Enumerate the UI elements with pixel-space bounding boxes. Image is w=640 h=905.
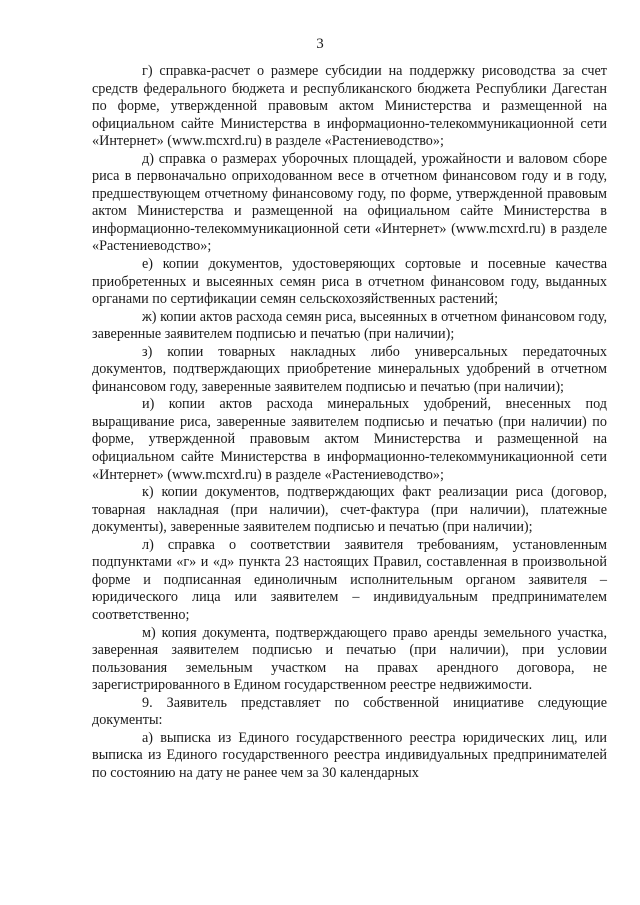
paragraph-a: а) выписка из Единого государственного реестра юридических лиц, или выписка из Единого государственного реестра индивидуальных предпринимателей по состоянию на дату не ранее чем за 30 календарных: [92, 729, 607, 781]
paragraph-e: е) копии документов, удостоверяющих сортовые и посевные качества приобретенных и высеянных семян риса в отчетном финансовом году, выданных органами по сертификации семян сельскохозяйственных растений;: [92, 256, 607, 308]
paragraph-9: 9. Заявитель представляет по собственной инициативе следующие документы:: [92, 694, 607, 729]
paragraph-m: м) копия документа, подтверждающего право аренды земельного участка, заверенная заявителем подписью и печатью (при наличии), при условии пользования земельным участком на правах арендного договора, не зарегистрированного в Едином государственном реестре недвижимости.: [92, 624, 607, 694]
document-body: [92, 63, 607, 782]
paragraph-k: к) копии документов, подтверждающих факт реализации риса (договор, товарная накладная (при наличии), счет-фактура (при наличии), платежные документы), заверенные заявителем подписью и печатью (при наличии);: [92, 484, 607, 536]
paragraph-i: и) копии актов расхода минеральных удобрений, внесенных под выращивание риса, заверенные заявителем подписью и печатью (при наличии) по форме, утвержденной правовым актом Министерства и размещенной на официальном сайте Министерства в информационно-телекоммуникационной сети «Интернет» (www.mcxrd.ru) в разделе «Растениеводство»;: [92, 396, 607, 483]
paragraph-g: г) справка-расчет о размере субсидии на поддержку рисоводства за счет средств федерального бюджета и республиканского бюджета Республики Дагестан по форме, утвержденной правовым актом Министерства и размещенной на официальном сайте Министерства в информационно-телекоммуникационной сети «Интернет» (www.mcxrd.ru) в разделе «Растениеводство»;: [92, 63, 607, 150]
paragraph-l: л) справка о соответствии заявителя требованиям, установленным подпунктами «г» и «д» пункта 23 настоящих Правил, составленная в произвольной форме и подписанная единоличным исполнительным органом заявителя – юридического лица или заявителем – индивидуальным предпринимателем соответственно;: [92, 536, 607, 623]
paragraph-d: д) справка о размерах уборочных площадей, урожайности и валовом сборе риса в первоначально оприходованном весе в отчетном финансовом году и в году, предшествующем отчетному финансовому году, по форме, утвержденной правовым актом Министерства и размещенной на официальном сайте Министерства в информационно-телекоммуникационной сети «Интернет» (www.mcxrd.ru) в разделе «Растениеводство»;: [92, 150, 607, 255]
paragraph-z: з) копии товарных накладных либо универсальных передаточных документов, подтверждающих приобретение минеральных удобрений в отчетном финансовом году, заверенные заявителем подписью и печатью (при наличии);: [92, 343, 607, 395]
paragraph-zh: ж) копии актов расхода семян риса, высеянных в отчетном финансовом году, заверенные заявителем подписью и печатью (при наличии);: [92, 308, 607, 343]
page-number: 3: [316, 36, 324, 52]
